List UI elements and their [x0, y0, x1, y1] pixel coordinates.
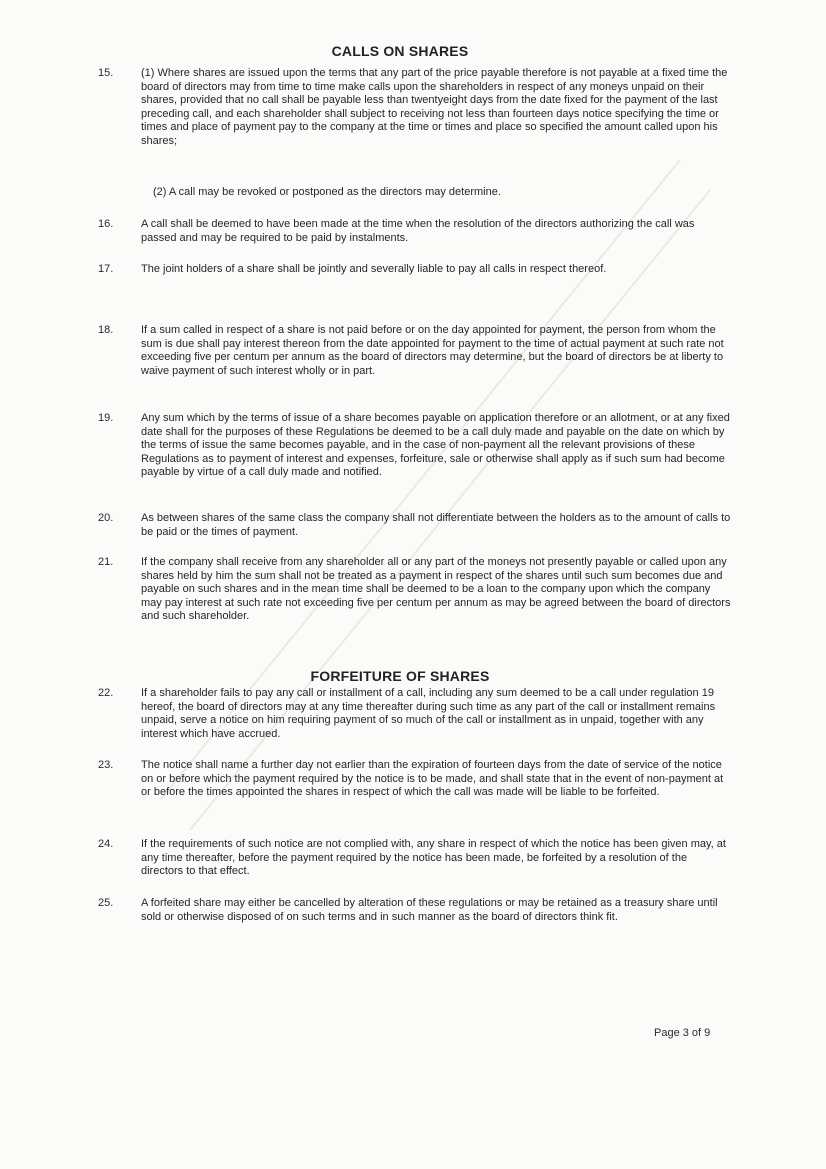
- regulation-text: (1) Where shares are issued upon the terms that any part of the price payable therefore is not payable at a fixed time the board of directors may from time to time make calls upon the shareholders in respect of any moneys unpaid on their shares, provided that no call shall be payable less than twentyeight days from the date fixed for the payment of the last preceding call, and each shareholder shall subject to receiving not less than fourteen days notice specifying the time or times and place of payment pay to the company at the time or times and place so specified the amount called upon his shares;: [141, 67, 728, 147]
- regulation-number: 22.: [98, 687, 114, 699]
- regulation-number: 20.: [98, 512, 114, 524]
- regulation-text: A call shall be deemed to have been made at the time when the resolution of the directors authorizing the call was passed and may be required to be paid by instalments.: [141, 218, 695, 244]
- regulation-text: The notice shall name a further day not earlier than the expiration of fourteen days from the date of service of the notice on or before which the payment required by the notice is to be made, and shall state that in the event of non-payment at or before the times appointed the shares in respect of which the call was made will be liable to be forfeited.: [141, 759, 724, 798]
- section-heading-calls-on-shares: CALLS ON SHARES: [331, 43, 469, 59]
- regulation-text: If a sum called in respect of a share is not paid before or on the day appointed for payment, the person from whom the sum is due shall pay interest thereon from the date appointed for payment to the time of actual payment at such rate not exceeding five per centum per annum as the board of directors may determine, but the board of directors be at liberty to waive payment of such interest wholly or in part.: [141, 324, 724, 377]
- regulation-subclause-text: (2) A call may be revoked or postponed as the directors may determine.: [153, 186, 501, 198]
- section-heading-forfeiture-of-shares: FORFEITURE OF SHARES: [310, 668, 490, 684]
- regulation-number: 21.: [98, 556, 114, 568]
- regulation-text: The joint holders of a share shall be jointly and severally liable to pay all calls in respect thereof.: [141, 263, 607, 275]
- watermark-stamp: [120, 100, 740, 860]
- regulation-number: 15.: [98, 67, 114, 79]
- regulation-number: 16.: [98, 218, 114, 230]
- regulation-text: If a shareholder fails to pay any call or installment of a call, including any sum deemed to be a call under regulation 19 hereof, the board of directors may at any time thereafter during such time as any part of the call or installment remains unpaid, serve a notice on him requiring payment of so much of the call or installment as in unpaid, together with any interest which have accrued.: [141, 687, 716, 740]
- page-number: Page 3 of 9: [654, 1027, 711, 1039]
- regulation-number: 18.: [98, 324, 114, 336]
- regulation-number: 17.: [98, 263, 114, 275]
- regulation-number: 19.: [98, 412, 114, 424]
- regulation-text: If the company shall receive from any shareholder all or any part of the moneys not presently payable or called upon any shares held by him the sum shall not be treated as a payment in respect of the shares until such sum becomes due and payable on such shares and in the mean time shall be deemed to be a loan to the company upon which the company may pay interest at such rate not exceeding five per centum per annum as may be agreed between the board of directors and such shareholder.: [141, 556, 731, 622]
- regulation-text: As between shares of the same class the company shall not differentiate between the holders as to the amount of calls to be paid or the times of payment.: [141, 512, 731, 538]
- regulation-number: 23.: [98, 759, 114, 771]
- regulation-text: Any sum which by the terms of issue of a share becomes payable on application therefore or an allotment, or at any fixed date shall for the purposes of these Regulations be deemed to be a call duly made and payable on the date on which by the terms of issue the same becomes payable, and in the case of non-payment all the relevant provisions of these Regulations as to payment of interest and expenses, forfeiture, sale or otherwise shall apply as if such sum had become payable by virtue of a call duly made and notified.: [141, 412, 730, 478]
- regulation-text: If the requirements of such notice are not complied with, any share in respect of which the notice has been given may, at any time thereafter, before the payment required by the notice has been made, be forfeited by a resolution of the directors to that effect.: [141, 838, 726, 877]
- regulation-text: A forfeited share may either be cancelled by alteration of these regulations or may be retained as a treasury share until sold or otherwise disposed of on such terms and in such manner as the board of directors think fit.: [141, 897, 718, 923]
- regulation-number: 25.: [98, 897, 114, 909]
- regulation-number: 24.: [98, 838, 114, 850]
